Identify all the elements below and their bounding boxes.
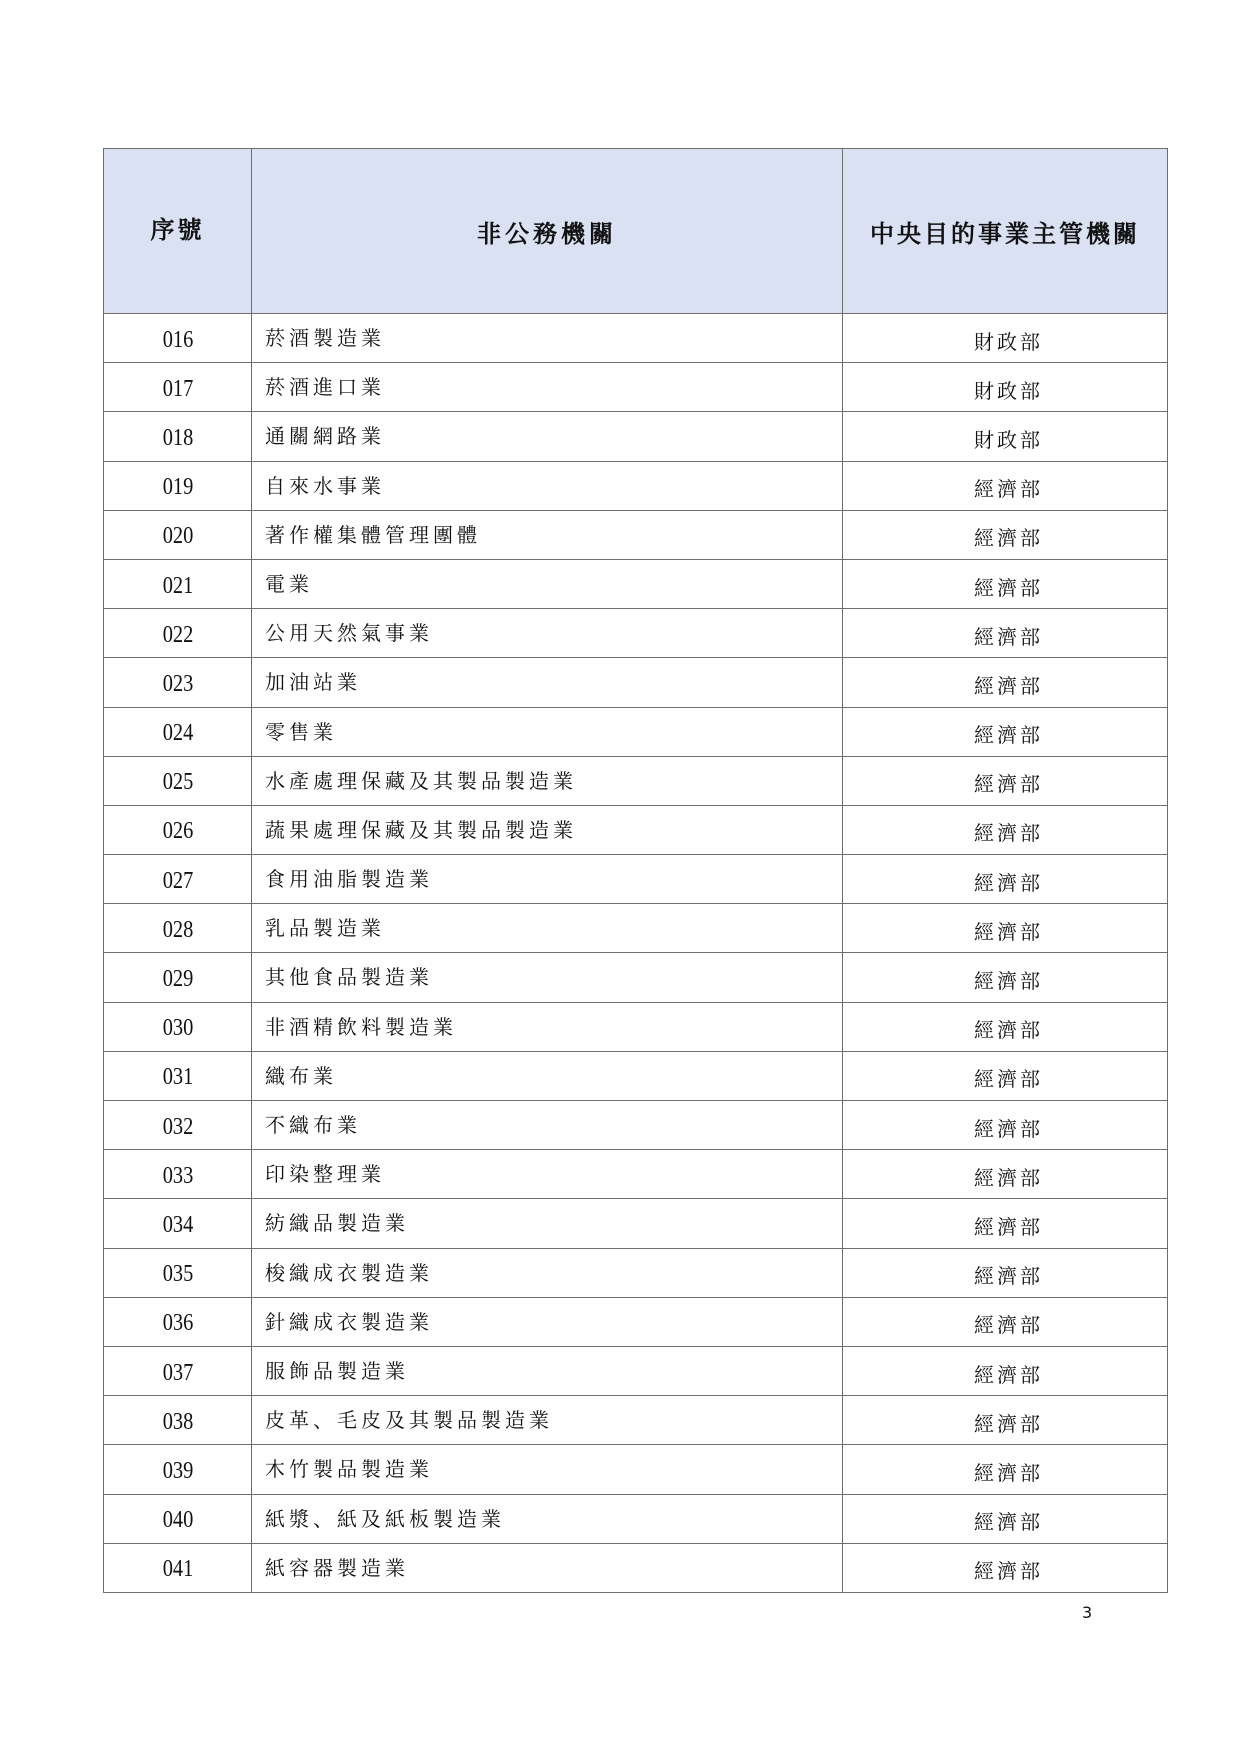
row-agency-name: 自來水事業 [252, 461, 843, 510]
row-agency-name: 菸酒製造業 [252, 314, 843, 363]
table-row [104, 510, 1168, 559]
row-agency-name: 蔬果處理保藏及其製品製造業 [252, 805, 843, 854]
table-row [104, 1199, 1168, 1248]
row-agency-name: 紡織品製造業 [252, 1199, 843, 1248]
row-seq: 019 [115, 461, 241, 510]
row-authority: 經濟部 [843, 1150, 1168, 1199]
row-seq: 040 [115, 1494, 241, 1543]
row-agency-name: 不織布業 [252, 1101, 843, 1150]
row-authority: 經濟部 [843, 1199, 1168, 1248]
table-row [104, 1445, 1168, 1494]
table-row [104, 609, 1168, 658]
table-body [104, 314, 1168, 1593]
row-seq: 018 [115, 412, 241, 461]
table-row [104, 559, 1168, 608]
row-seq: 041 [115, 1543, 241, 1592]
row-agency-name: 梭織成衣製造業 [252, 1248, 843, 1297]
row-agency-name: 乳品製造業 [252, 904, 843, 953]
row-agency-name: 印染整理業 [252, 1150, 843, 1199]
row-seq: 031 [115, 1051, 241, 1100]
row-authority: 經濟部 [843, 609, 1168, 658]
row-seq: 039 [115, 1445, 241, 1494]
table-row [104, 1248, 1168, 1297]
row-authority: 經濟部 [843, 1248, 1168, 1297]
row-authority: 經濟部 [843, 658, 1168, 707]
row-seq: 026 [115, 805, 241, 854]
row-seq: 035 [115, 1248, 241, 1297]
table-row [104, 1051, 1168, 1100]
row-agency-name: 紙容器製造業 [252, 1543, 843, 1592]
table-row [104, 1002, 1168, 1051]
row-agency-name: 非酒精飲料製造業 [252, 1002, 843, 1051]
row-authority: 經濟部 [843, 1101, 1168, 1150]
table-row [104, 953, 1168, 1002]
row-seq: 021 [115, 559, 241, 608]
row-seq: 030 [115, 1002, 241, 1051]
row-authority: 經濟部 [843, 1297, 1168, 1346]
agency-table [103, 148, 1168, 1593]
table-row [104, 805, 1168, 854]
row-seq: 038 [115, 1396, 241, 1445]
row-seq: 037 [115, 1346, 241, 1395]
row-agency-name: 公用天然氣事業 [252, 609, 843, 658]
table-row [104, 707, 1168, 756]
row-authority: 經濟部 [843, 1494, 1168, 1543]
header-agency: 非公務機關 [252, 149, 843, 314]
row-seq: 017 [115, 363, 241, 412]
row-agency-name: 菸酒進口業 [252, 363, 843, 412]
row-authority: 財政部 [843, 363, 1168, 412]
row-authority: 經濟部 [843, 855, 1168, 904]
row-seq: 028 [115, 904, 241, 953]
row-authority: 經濟部 [843, 1051, 1168, 1100]
row-seq: 024 [115, 707, 241, 756]
row-seq: 034 [115, 1199, 241, 1248]
row-agency-name: 電業 [252, 559, 843, 608]
row-seq: 036 [115, 1297, 241, 1346]
header-seq: 序號 [104, 149, 252, 314]
row-seq: 020 [115, 510, 241, 559]
table-row [104, 855, 1168, 904]
header-row [104, 149, 1168, 314]
row-authority: 經濟部 [843, 1346, 1168, 1395]
row-authority: 經濟部 [843, 1445, 1168, 1494]
row-agency-name: 零售業 [252, 707, 843, 756]
row-seq: 027 [115, 855, 241, 904]
row-authority: 經濟部 [843, 1396, 1168, 1445]
row-authority: 經濟部 [843, 953, 1168, 1002]
row-authority: 經濟部 [843, 1002, 1168, 1051]
table-row [104, 1297, 1168, 1346]
row-authority: 經濟部 [843, 510, 1168, 559]
row-authority: 財政部 [843, 314, 1168, 363]
row-agency-name: 水產處理保藏及其製品製造業 [252, 756, 843, 805]
table-row [104, 1396, 1168, 1445]
row-seq: 025 [115, 756, 241, 805]
table-row [104, 1346, 1168, 1395]
row-agency-name: 著作權集體管理團體 [252, 510, 843, 559]
row-authority: 經濟部 [843, 1543, 1168, 1592]
header-authority: 中央目的事業主管機關 [843, 149, 1168, 314]
row-authority: 經濟部 [843, 756, 1168, 805]
table-row [104, 756, 1168, 805]
row-agency-name: 皮革、毛皮及其製品製造業 [252, 1396, 843, 1445]
table-row [104, 461, 1168, 510]
row-agency-name: 食用油脂製造業 [252, 855, 843, 904]
table-row [104, 1543, 1168, 1592]
row-agency-name: 紙漿、紙及紙板製造業 [252, 1494, 843, 1543]
row-authority: 經濟部 [843, 559, 1168, 608]
table-header [104, 149, 1168, 314]
table-row [104, 314, 1168, 363]
table-row [104, 1101, 1168, 1150]
row-agency-name: 其他食品製造業 [252, 953, 843, 1002]
page-number: 3 [1082, 1603, 1093, 1622]
table-row [104, 1150, 1168, 1199]
table-row [104, 412, 1168, 461]
table-row [104, 658, 1168, 707]
row-agency-name: 加油站業 [252, 658, 843, 707]
table-row [104, 904, 1168, 953]
table-row [104, 1494, 1168, 1543]
row-authority: 經濟部 [843, 904, 1168, 953]
row-seq: 029 [115, 953, 241, 1002]
row-agency-name: 通關網路業 [252, 412, 843, 461]
row-agency-name: 針織成衣製造業 [252, 1297, 843, 1346]
row-authority: 經濟部 [843, 461, 1168, 510]
row-authority: 財政部 [843, 412, 1168, 461]
row-agency-name: 服飾品製造業 [252, 1346, 843, 1395]
row-seq: 022 [115, 609, 241, 658]
row-seq: 032 [115, 1101, 241, 1150]
row-agency-name: 木竹製品製造業 [252, 1445, 843, 1494]
row-authority: 經濟部 [843, 805, 1168, 854]
row-seq: 033 [115, 1150, 241, 1199]
row-agency-name: 織布業 [252, 1051, 843, 1100]
row-seq: 023 [115, 658, 241, 707]
row-seq: 016 [115, 314, 241, 363]
table-row [104, 363, 1168, 412]
row-authority: 經濟部 [843, 707, 1168, 756]
